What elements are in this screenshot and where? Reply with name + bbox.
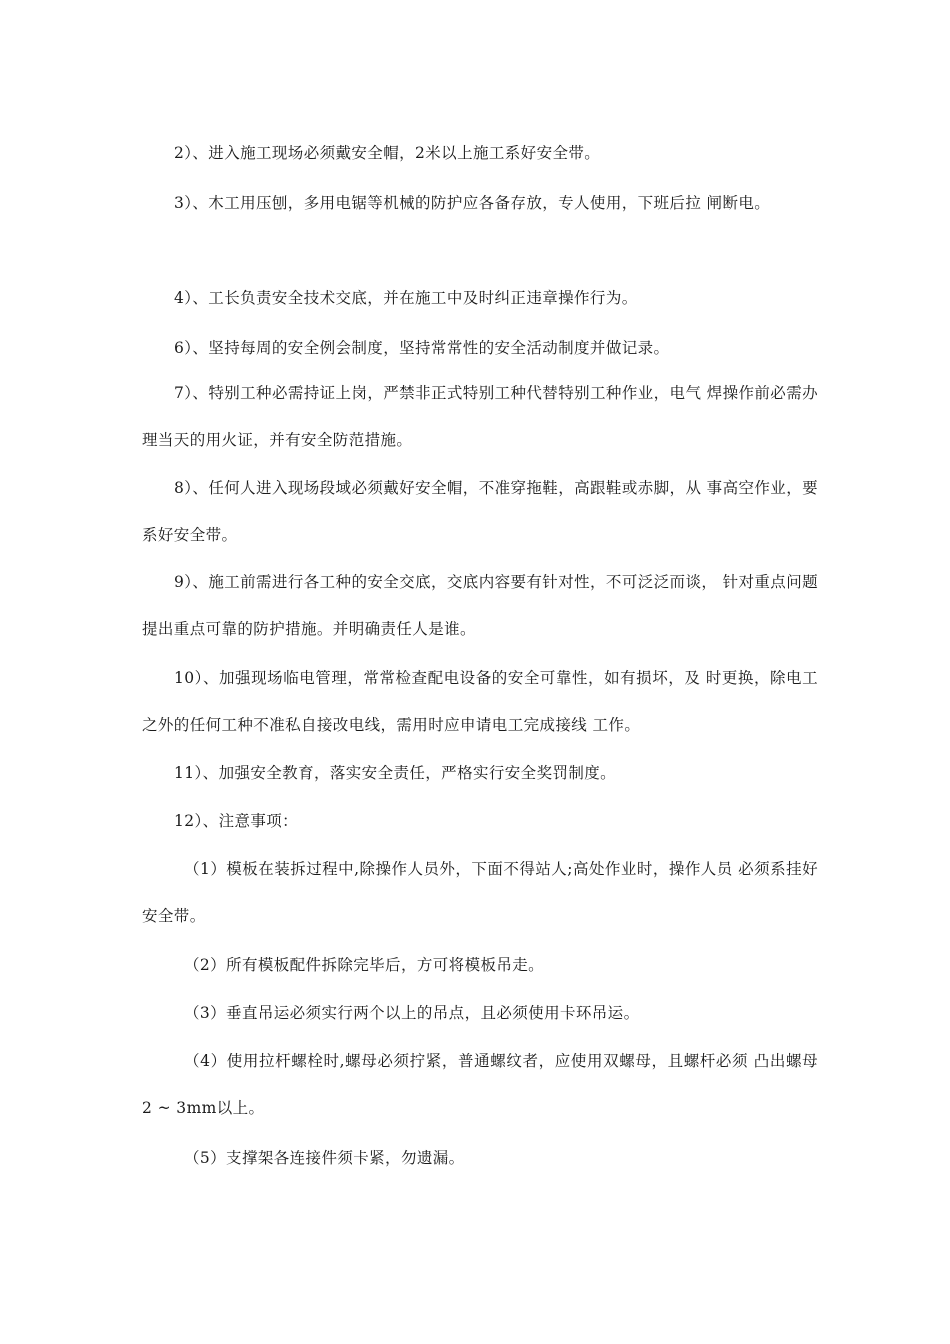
note-item-2: （2）所有模板配件拆除完毕后，方可将模板吊走。 xyxy=(184,956,545,974)
paragraph-11: 11）、加强安全教育，落实安全责任，严格实行安全奖罚制度。 xyxy=(174,764,617,782)
paragraph-9: 9）、施工前需进行各工种的安全交底，交底内容要有针对性，不可泛泛而谈， 针对重点问题提出重点可靠的防护措施。并明确责任人是谁。 xyxy=(142,573,818,638)
note-item-3: （3）垂直吊运必须实行两个以上的吊点，且必须使用卡环吊运。 xyxy=(184,1004,640,1022)
paragraph-4: 4）、工长负责安全技术交底，并在施工中及时纠正违章操作行为。 xyxy=(174,289,638,307)
paragraph-3: 3）、木工用压刨，多用电锯等机械的防护应各备存放，专人使用，下班后拉 闸断电。 xyxy=(174,194,771,212)
note-item-5: （5）支撑架各连接件须卡紧，勿遗漏。 xyxy=(184,1149,465,1167)
paragraph-10: 10）、加强现场临电管理，常常检查配电设备的安全可靠性，如有损坏，及 时更换，除电工之外的任何工种不准私自接改电线，需用时应申请电工完成接线 工作。 xyxy=(142,669,818,734)
paragraph-7: 7）、特别工种必需持证上岗，严禁非正式特别工种代替特别工种作业，电气 焊操作前必需办理当天的用火证，并有安全防范措施。 xyxy=(142,384,818,449)
note-item-4: （4）使用拉杆螺栓时,螺母必须拧紧，普通螺纹者，应使用双螺母，且螺杆必须 凸出螺母2 ~ 3mm以上。 xyxy=(142,1052,818,1117)
paragraph-6: 6）、坚持每周的安全例会制度，坚持常常性的安全活动制度并做记录。 xyxy=(174,339,670,357)
paragraph-12: 12）、注意事项： xyxy=(174,812,299,830)
paragraph-8: 8）、任何人进入现场段域必须戴好安全帽，不准穿拖鞋，高跟鞋或赤脚，从 事高空作业，要系好安全带。 xyxy=(142,479,818,544)
note-item-1: （1）模板在装拆过程中,除操作人员外，下面不得站人;高处作业时，操作人员 必须系挂好安全带。 xyxy=(142,860,818,925)
paragraph-2: 2）、进入施工现场必须戴安全帽，2米以上施工系好安全带。 xyxy=(174,144,601,162)
